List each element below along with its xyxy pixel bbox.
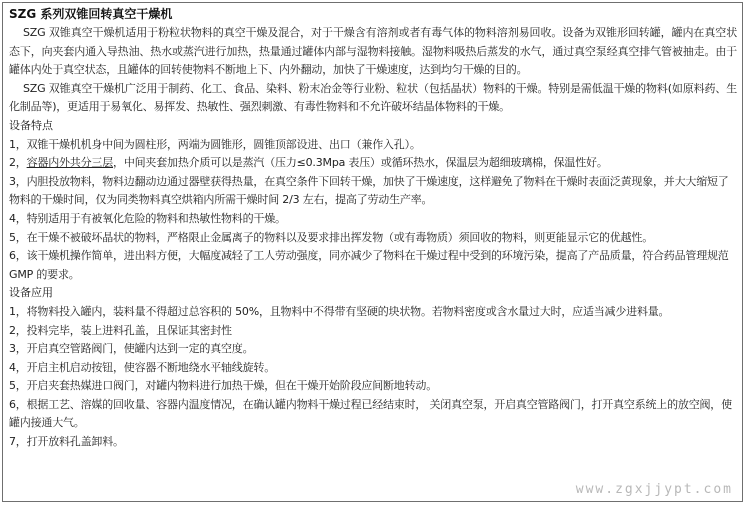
feature-item-number: 1， xyxy=(9,137,27,151)
feature-item xyxy=(9,173,737,210)
feature-item-text: 特别适用于有被氧化危险的物料和热敏性物料的干燥。 xyxy=(26,211,286,225)
feature-item xyxy=(9,210,737,229)
feature-item xyxy=(9,247,737,284)
feature-item xyxy=(9,229,737,248)
application-step: 7，打开放料孔盖卸料。 xyxy=(9,435,124,449)
features-list xyxy=(9,136,737,285)
watermark: www.zgxjjypt.com xyxy=(575,482,733,497)
application-step: 4，开启主机启动按钮，使容器不断地绕水平轴线旋转。 xyxy=(9,360,275,374)
feature-item-underlined-text: 容器内外共分三层 xyxy=(26,156,114,170)
application-heading: 设备应用 xyxy=(9,286,53,300)
feature-item xyxy=(9,136,737,155)
application-list xyxy=(9,303,737,452)
feature-item-text: ，中间夹套加热介质可以是蒸汽（压力≤0.3Mpa 表压）或循环热水，保温层为超细玻璃棉，保温性好。 xyxy=(113,156,608,170)
feature-item-text: 该干燥机操作简单，进出料方便，大幅度减轻了工人劳动强度，同亦减少了物料在干燥过程中受到的环境污染，提高了产品质量，符合药品管理规范 GMP 的要求。 xyxy=(9,249,729,281)
feature-item xyxy=(9,154,737,173)
intro-paragraph-2: SZG 双锥真空干燥机广泛用于制药、化工、食品、染料、粉末冶金等行业粉、粒状（包括晶状）物料的干燥。特别是需低温干燥的物料(如原料药、生化制品等)，更适用于易氧化、易挥发、热敏性、强烈刺激、有毒性物料和不允许破坏结晶体物料的干燥。 xyxy=(9,81,737,114)
feature-item-number: 2， xyxy=(9,156,27,170)
document-title: SZG 系列双锥回转真空干燥机 xyxy=(9,7,173,21)
feature-item-number: 6， xyxy=(9,249,27,263)
application-step: 5，开启夹套热媒进口阀门，对罐内物料进行加热干燥，但在干燥开始阶段应间断地转动。 xyxy=(9,379,437,393)
application-step: 6，根据工艺、溶媒的回收量、容器内温度情况，在确认罐内物料干燥过程已经结束时， 关闭真空泵，开启真空管路阀门，打开真空系统上的放空阀，使罐内接通大气。 xyxy=(9,397,732,430)
features-heading: 设备特点 xyxy=(9,118,53,132)
feature-item-number: 3， xyxy=(9,174,27,188)
application-step: 3，开启真空管路阀门，使罐内达到一定的真空度。 xyxy=(9,342,254,356)
feature-item-text: 在干燥不被破坏晶状的物料，严格限止金属离子的物料以及要求排出挥发物（或有毒物质）须回收的物料，则更能显示它的优越性。 xyxy=(26,230,654,244)
feature-item-text: 内胆投放物料，物料边翻动边通过器壁获得热量，在真空条件下回转干燥，加快了干燥速度，这样避免了物料在干燥时表面泛黄现象，并大大缩短了物料的干燥时间，仅为同类物料真空烘箱内所需干燥时间 2/3 左右，提高了劳动生产率。 xyxy=(9,174,729,207)
document-frame xyxy=(2,2,743,502)
application-step: 2，投料完毕，装上进料孔盖，且保证其密封性 xyxy=(9,323,232,337)
feature-item-number: 5， xyxy=(9,230,27,244)
application-step: 1，将物料投入罐内，装料量不得超过总容积的 50%，且物料中不得带有坚硬的块状物。若物料密度或含水量过大时，应适当减少进料量。 xyxy=(9,304,670,318)
feature-item-text: 双锥干燥机机身中间为圆柱形，两端为圆锥形，圆锥顶部设进、出口（兼作入孔）。 xyxy=(26,137,421,151)
feature-item-number: 4， xyxy=(9,211,27,225)
intro-paragraph-1: SZG 双锥真空干燥机适用于粉粒状物料的真空干燥及混合，对于干燥含有溶剂或者有毒气体的物料溶剂易回收。设备为双锥形回转罐，罐内在真空状态下，向夹套内通入导热油、热水或蒸汽进行加热，热量通过罐体内部与湿物料接触。湿物料吸热后蒸发的水气，通过真空泵经真空排气管被抽走。由于罐体内处于真空状态，且罐体的回转使物料不断地上下、内外翻动，加快了干燥速度，达到均匀干燥的目的。 xyxy=(9,26,737,77)
